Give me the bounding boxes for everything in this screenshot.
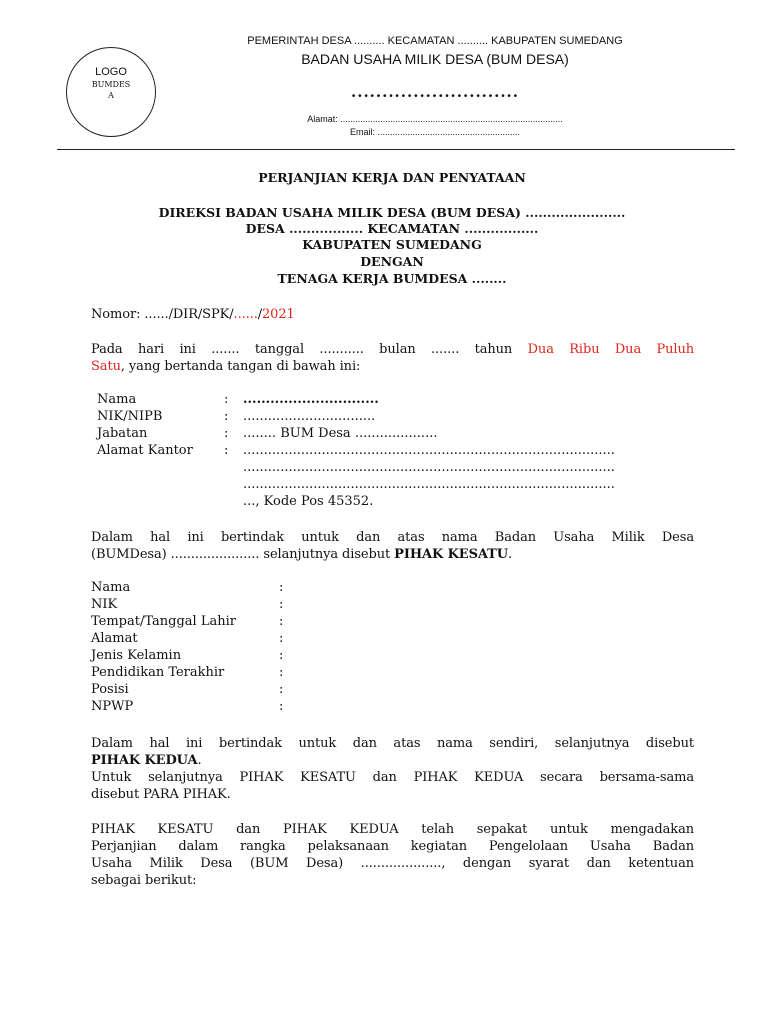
statement-line: Untuk selanjutnya PIHAK KESATU dan PIHAK KEDUA secara bersama-sama	[91, 770, 694, 785]
field-label: Pendidikan Terakhir	[91, 665, 225, 680]
logo-text: A	[108, 91, 114, 100]
field-colon: :	[279, 699, 284, 714]
field-colon: :	[279, 665, 284, 680]
field-label: Tempat/Tanggal Lahir	[91, 614, 236, 629]
title-line: KABUPATEN SUMEDANG	[302, 237, 482, 252]
organization-placeholder: ...........................	[351, 83, 519, 101]
field-label: Nama	[91, 580, 131, 595]
field-colon: :	[279, 682, 284, 697]
field-colon: :	[279, 631, 284, 646]
field-colon: :	[279, 614, 284, 629]
field-label: Nama	[97, 392, 137, 407]
field-colon: :	[279, 580, 284, 595]
field-colon: :	[279, 597, 284, 612]
field-label: NIK	[91, 597, 118, 612]
field-value: ..............................	[243, 392, 379, 407]
field-value: ................................	[243, 409, 376, 424]
title-line: DENGAN	[360, 254, 424, 269]
title-line: DESA ................. KECAMATAN .................	[245, 221, 539, 236]
header-divider	[57, 149, 735, 150]
statement-line: disebut PARA PIHAK.	[91, 787, 231, 802]
field-colon: :	[224, 426, 229, 441]
statement-line: (BUMDesa) ...................... selanjutnya disebut PIHAK KESATU.	[91, 547, 513, 562]
document-number	[91, 306, 295, 323]
field-label: Alamat Kantor	[97, 443, 193, 458]
statement-line: Dalam hal ini bertindak untuk dan atas nama sendiri, selanjutnya disebut	[91, 736, 694, 751]
agreement-line: PIHAK KESATU dan PIHAK KEDUA telah sepakat untuk mengadakan	[91, 822, 694, 837]
number-separator: /	[257, 307, 263, 322]
field-colon: :	[224, 392, 229, 407]
agreement-line: sebagai berikut:	[91, 873, 197, 888]
field-label: Alamat	[91, 631, 138, 646]
title-line: DIREKSI BADAN USAHA MILIK DESA (BUM DESA) .......................	[158, 205, 626, 220]
statement-line: Dalam hal ini bertindak untuk dan atas nama Badan Usaha Milik Desa	[91, 530, 694, 545]
organization-name: BADAN USAHA MILIK DESA (BUM DESA)	[301, 51, 569, 67]
field-value: ..........................................................................................	[243, 477, 615, 492]
agreement-line: Usaha Milik Desa (BUM Desa) ...................., dengan syarat dan ketentuan	[91, 856, 694, 871]
field-value: ........ BUM Desa ....................	[243, 426, 438, 441]
email-line: Email: .........................................................	[349, 127, 521, 137]
field-colon: :	[224, 409, 229, 424]
field-value: ..., Kode Pos 45352.	[243, 494, 374, 509]
field-colon: :	[279, 648, 284, 663]
field-label: NIK/NIPB	[97, 409, 163, 424]
number-placeholder: ......	[233, 307, 258, 322]
logo-text: BUMDES	[91, 80, 131, 89]
field-value: ..........................................................................................	[243, 460, 615, 475]
title-line: TENAGA KERJA BUMDESA ........	[277, 271, 507, 286]
statement-line: PIHAK KEDUA.	[91, 753, 202, 768]
agreement-line: Perjanjian dalam rangka pelaksanaan kegiatan Pengelolaan Usaha Badan	[91, 839, 694, 854]
field-colon: :	[224, 443, 229, 458]
address-line: Alamat: .........................................................................................	[307, 114, 563, 124]
field-label: Posisi	[91, 682, 129, 697]
number-prefix: Nomor: ....../DIR/SPK/	[91, 307, 234, 322]
document-title: PERJANJIAN KERJA DAN PENYATAAN	[258, 170, 526, 185]
opening-line: Pada hari ini ....... tanggal ........... bulan ....... tahun Dua Ribu Dua Puluh	[91, 342, 694, 357]
logo-text: LOGO	[95, 66, 127, 78]
opening-line: Satu, yang bertanda tangan di bawah ini:	[91, 359, 361, 374]
field-label: Jabatan	[97, 426, 148, 441]
field-label: NPWP	[91, 699, 134, 714]
field-label: Jenis Kelamin	[91, 648, 182, 663]
number-year: 2021	[262, 307, 295, 322]
field-value: ..........................................................................................	[243, 443, 615, 458]
government-line: PEMERINTAH DESA .......... KECAMATAN .......... KABUPATEN SUMEDANG	[247, 35, 623, 47]
